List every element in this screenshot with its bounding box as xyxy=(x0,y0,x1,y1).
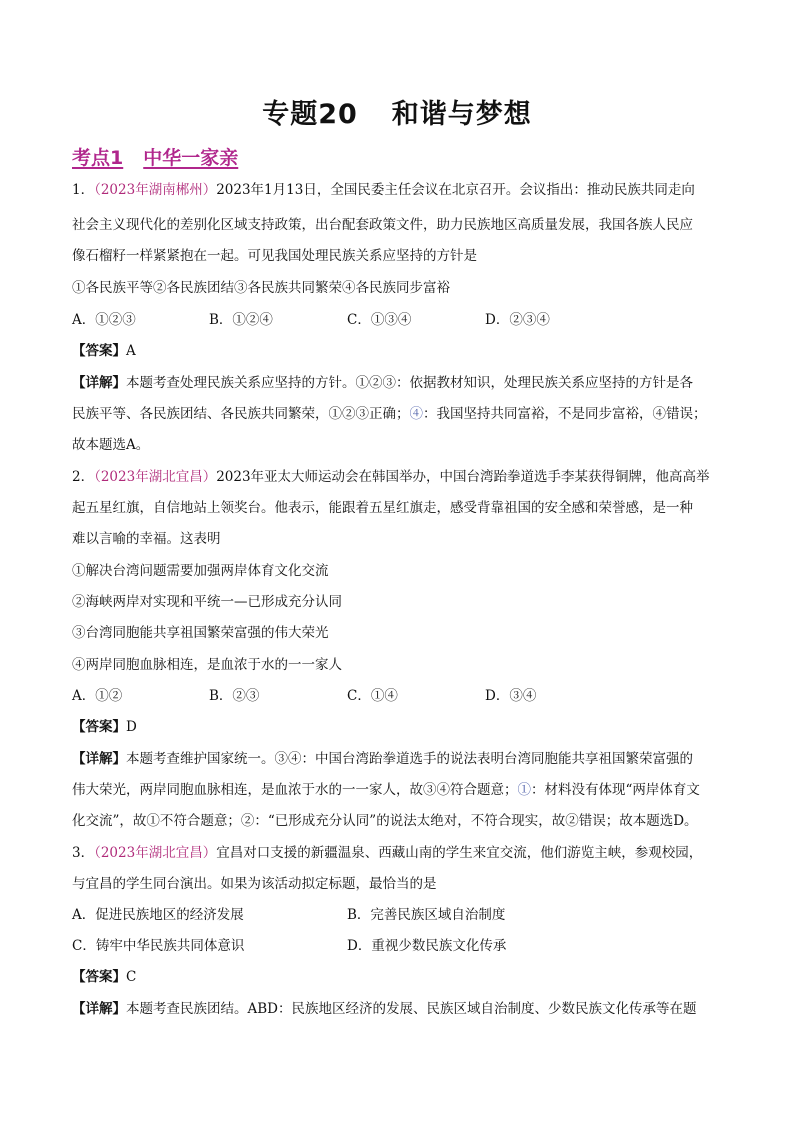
q1-option-c: C．①③④ xyxy=(347,312,412,328)
q2-stem-line: 2．（2023年湖北宜昌）2023年亚太大师运动会在韩国举办，中国台湾跆拳道选手李某获得铜牌，他高高举 xyxy=(72,469,710,485)
title-topic-name: 和谐与梦想 xyxy=(391,99,532,130)
question-source: （2023年湖北宜昌） xyxy=(94,845,217,861)
q1-stem-line: 社会主义现代化的差别化区域支持政策，出台配套政策文件，助力民族地区高质量发展，我国各族人民应 xyxy=(72,217,693,233)
section-heading xyxy=(72,143,238,170)
q1-option-a: A．①②③ xyxy=(72,312,136,328)
q2-item: ②海峡两岸对实现和平统一—已形成充分认同 xyxy=(72,594,342,610)
q2-option-c: C．①④ xyxy=(347,688,398,704)
q1-stem-line: 像石榴籽一样紧紧抱在一起。可见我国处理民族关系应坚持的方针是 xyxy=(72,248,477,264)
q1-detail-line: 故本题选A。 xyxy=(72,437,150,453)
q2-answer: 【答案】D xyxy=(72,719,137,735)
q1-items: ①各民族平等②各民族团结③各民族共同繁荣④各民族同步富裕 xyxy=(72,280,450,296)
q2-option-b: B．②③ xyxy=(209,688,260,704)
q2-item: ①解决台湾问题需要加强两岸体育文化交流 xyxy=(72,563,329,579)
q2-detail-line: 化交流”，故①不符合题意；②：“已形成充分认同”的说法太绝对，不符合现实，故②错误；故本题选D。 xyxy=(72,813,698,829)
q2-stem-line: 起五星红旗，自信地站上领奖台。他表示，能跟着五星红旗走，感受背靠祖国的安全感和荣誉感，是一种 xyxy=(72,500,693,516)
q1-option-d: D．②③④ xyxy=(485,312,550,328)
q3-answer: 【答案】C xyxy=(72,969,137,985)
q3-option-d: D．重视少数民族文化传承 xyxy=(347,938,507,954)
q1-detail-line: 【详解】本题考查处理民族关系应坚持的方针。①②③：依据教材知识，处理民族关系应坚持的方针是各 xyxy=(72,375,693,391)
section-name: 中华一家亲 xyxy=(143,147,239,169)
q2-item: ④两岸同胞血脉相连，是血浓于水的一一家人 xyxy=(72,657,342,673)
q3-option-b: B．完善民族区域自治制度 xyxy=(347,907,506,923)
q2-item: ③台湾同胞能共享祖国繁荣富强的伟大荣光 xyxy=(72,625,329,641)
q2-option-a: A．①② xyxy=(72,688,123,704)
q3-option-a: A．促进民族地区的经济发展 xyxy=(72,907,244,923)
q2-detail-line: 伟大荣光，两岸同胞血脉相连，是血浓于水的一一家人，故③④符合题意；①：材料没有体现“两岸体育文 xyxy=(72,782,700,798)
q3-stem-line: 3．（2023年湖北宜昌）宜昌对口支援的新疆温泉、西藏山南的学生来宜交流，他们游览主峡，参观校园， xyxy=(72,845,703,861)
q1-stem-line: 1．（2023年湖南郴州）2023年1月13日，全国民委主任会议在北京召开。会议指出：推动民族共同走向 xyxy=(72,182,695,198)
title-topic-number: 专题20 xyxy=(262,99,358,130)
question-source: （2023年湖北宜昌） xyxy=(94,469,217,485)
section-label: 考点1 xyxy=(72,147,124,169)
page-title xyxy=(0,92,794,131)
q3-detail-line: 【详解】本题考查民族团结。ABD：民族地区经济的发展、民族区域自治制度、少数民族文化传承等在题 xyxy=(72,1001,697,1017)
question-source: （2023年湖南郴州） xyxy=(94,182,217,198)
q2-option-d: D．③④ xyxy=(485,688,537,704)
q3-option-c: C．铸牢中华民族共同体意识 xyxy=(72,938,245,954)
q1-answer: 【答案】A xyxy=(72,343,136,359)
q2-stem-line: 难以言喻的幸福。这表明 xyxy=(72,531,221,547)
q2-detail-line: 【详解】本题考查维护国家统一。③④：中国台湾跆拳道选手的说法表明台湾同胞能共享祖国繁荣富强的 xyxy=(72,751,693,767)
q1-detail-line: 民族平等、各民族团结、各民族共同繁荣，①②③正确；④：我国坚持共同富裕，不是同步富裕，④错误； xyxy=(72,406,707,422)
q3-stem-line: 与宜昌的学生同台演出。如果为该活动拟定标题，最恰当的是 xyxy=(72,876,437,892)
q1-option-b: B．①②④ xyxy=(209,312,273,328)
